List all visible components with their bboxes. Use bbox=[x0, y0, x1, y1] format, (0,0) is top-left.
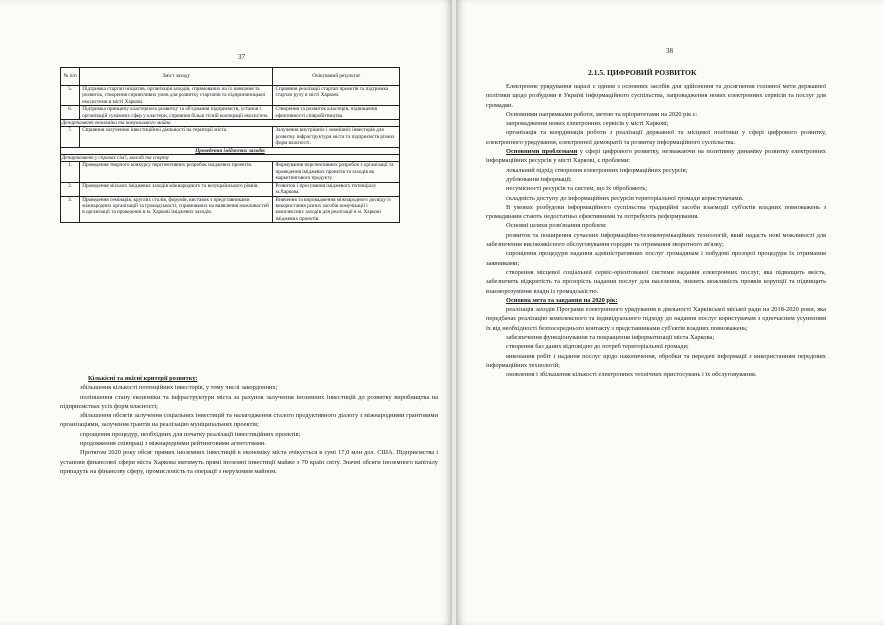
paragraph: організація та координація роботи з реалізації державної та місцевої політики у сфері цифрового розвитку, електронного урядування, електронної демократії та розвитку інформаційного суспільства. bbox=[486, 129, 826, 146]
paragraph: запровадження нових електронних сервісів у місті Харкові; bbox=[506, 120, 669, 128]
paragraph: виконання робіт і надання послуг щодо накопичення, обробки та передачі інформації з використанням передових інформаційних технологій; bbox=[486, 352, 826, 369]
table-section-row bbox=[61, 155, 400, 162]
right-body-text bbox=[486, 82, 826, 380]
row-result: Формування перспективних розробок з організації та проведення іміджевих проектів та заходів як маркетингового продукту. bbox=[273, 162, 400, 182]
row-num: 1. bbox=[61, 162, 80, 182]
table-row bbox=[61, 196, 400, 223]
row-action: Проведення міських іміджевих заходів міжнародного та всеукраїнського рівнів. bbox=[80, 182, 273, 196]
section-department: Департамент економіки та комунального майна bbox=[61, 120, 400, 127]
paragraph: Основними напрямками роботи, метою та пріоритетами на 2020 рік є: bbox=[506, 110, 698, 118]
paragraph: Електронне урядування наразі є одним з основних засобів для здійснення та досягнення головної мети державної політики щодо розбудови в Україні інформаційного суспільства, запровадження нових електронних сервісів та послуг для громадян. bbox=[486, 83, 826, 109]
paragraph bbox=[486, 147, 826, 166]
table-row bbox=[61, 127, 400, 147]
row-result: Сприяння реалізації стартап проектів та підтримка стартап руху в місті Харкові. bbox=[273, 86, 400, 106]
header-num: № п/п bbox=[61, 68, 80, 86]
row-action: Сприяння залученню інвестиційної діяльності на території міста. bbox=[80, 127, 273, 147]
paragraph: складність доступу до інформаційних ресурсів територіальної громади користувачами. bbox=[506, 194, 744, 202]
table-row bbox=[61, 86, 400, 106]
paragraph: створення баз даних відповідно до потреб територіальної громади; bbox=[506, 343, 689, 351]
paragraph: дублювання інформації; bbox=[506, 175, 572, 183]
criteria-heading: Кількісні та якісні критерії розвитку: bbox=[88, 375, 198, 382]
paragraph: продовження співпраці з міжнародними рейтинговими агентствами. bbox=[80, 440, 266, 448]
table-section-row bbox=[61, 120, 400, 127]
row-action: Підтримка стартап ініціатив, організація заходів, спрямованих на їх навчання та розвиток, створення сприятливих умов для розвитку стартапів та підприємницької екосистеми в місті Харкові. bbox=[80, 86, 273, 106]
left-body-text bbox=[60, 374, 438, 476]
table-section-heading-row bbox=[61, 147, 400, 154]
paragraph: локальний підхід створення електронних інформаційних ресурсів; bbox=[506, 166, 688, 174]
page-number-right: 38 bbox=[666, 47, 673, 55]
row-result: Залучення внутрішніх і зовнішніх інвесторів для розвитку інфраструктури міста та підприємств різних форм власності. bbox=[273, 127, 400, 147]
paragraph: забезпечення функціонування та покращення інформатизації міста Харкова; bbox=[506, 334, 715, 342]
table-header-row bbox=[61, 68, 400, 86]
row-num: 5. bbox=[61, 86, 80, 106]
section-heading: Проведення іміджевих заходів bbox=[61, 147, 400, 154]
paragraph: Протягом 2020 року обсяг прямих іноземних інвестицій в економіку міста очікується в сумі 17,0 млн дол. США. Підприємства і установи фінансової сфери міста Харкова матимуть прямі іноземні інвестиції майже з 70 країн світу. Значні обсяги іноземного капіталу припадуть на фінансову сферу, промисловість та операції з нерухомим майном. bbox=[60, 449, 438, 475]
header-result: Очікуваний результат bbox=[273, 68, 400, 86]
section-department: Департамент у справах сім'ї, молоді та спорту bbox=[61, 155, 400, 162]
table-row bbox=[61, 106, 400, 120]
row-result: Розвиток і просування іміджевого потенціалу м.Харкова. bbox=[273, 182, 400, 196]
table-row bbox=[61, 182, 400, 196]
paragraph: збільшення обсягів залучення соціальних інвестицій та налагодження сталого продуктивного діалогу з міжнародними грантовими організаціями, залучення грантів на реалізацію муніципальних проектів; bbox=[60, 412, 438, 429]
row-result: Створення та розвиток кластерів, підвищення ефективності співробітництва. bbox=[273, 106, 400, 120]
paragraph: несумісності ресурсів та систем, що їх обробляють; bbox=[506, 185, 648, 193]
row-num: 6. bbox=[61, 106, 80, 120]
row-action: Проведення семінарів, круглих столів, форумів, виставок з представниками міжнародних організацій та громадськості, спрямованих на виявлення можливостей в організації та проведенні в м. Харкові іміджевих заходів. bbox=[80, 196, 273, 223]
row-result: Вивчення та впровадження міжнародного досвіду із використання різних засобів комунікації і комплексних заходів для реалізації в м. Харкові іміджевих проектів. bbox=[273, 196, 400, 223]
paragraph: оновлення і збільшення кількості електронних технічних пристосувань і їх обслуговування. bbox=[506, 371, 757, 379]
paragraph: розвиток та поширення сучасних інформаційно-телекомунікаційних технологій, який надасть нові можливості для забезпечення високоякісного обслуговування городян та отримання зворотного зв'язку; bbox=[486, 231, 826, 249]
paragraph: поліпшення стану економіки та інфраструктури міста за рахунок залучення іноземних інвестицій до розвитку виробництва на підприємствах усіх форм власності; bbox=[60, 393, 438, 410]
row-action: Підтримка принципу кластерного розвитку та об'єднання підприємств, установ і організацій суміжних сфер у кластери, сприяння більш тісній кооперації екосистем. bbox=[80, 106, 273, 120]
right-page bbox=[456, 0, 884, 625]
paragraph: збільшення кількості потенційних інвесторів, у тому числі закордонних; bbox=[80, 384, 278, 392]
goal-heading: Основна мета та завдання на 2020 рік: bbox=[506, 296, 618, 304]
section-title: 2.1.5. ЦИФРОВИЙ РОЗВИТОК bbox=[588, 68, 697, 77]
paragraph: Основні шляхи розв'язання проблем: bbox=[506, 222, 607, 230]
paragraph: В умовах розбудови інформаційного суспільства традиційні засоби взаємодії суб'єктів владних повноважень з громадянами стають недостатньо ефективними та потребують реформування. bbox=[486, 203, 826, 221]
paragraph: реалізація заходів Програми електронного урядування в діяльності Харківської міської ради на 2018-2020 роки, яка передбачає реалізацію комплексного та індивідуального підходу до надання послуг користувачам з одночасним усуненням їх від необхідності безпосереднього контакту з представниками суб'єктів владних повноважень; bbox=[486, 306, 826, 332]
paragraph: спрощення процедури надання адміністративних послуг громадянам і побудові прозорої процедури їх отримання заявниками; bbox=[486, 250, 826, 267]
page-number-left: 37 bbox=[238, 53, 245, 61]
row-num: 3. bbox=[61, 196, 80, 223]
row-action: Проведення творчого конкурсу перспективних розробок іміджевих проектів. bbox=[80, 162, 273, 182]
measures-table bbox=[60, 67, 400, 223]
header-action: Зміст заходу bbox=[80, 68, 273, 86]
problems-label: Основними проблемами bbox=[506, 148, 578, 156]
row-num: 7. bbox=[61, 127, 80, 147]
paragraph: створення місцевої соціальної сервіс-орієнтованої системи надання електронних послуг, яка підвищить якість, забезпечить відкритість та прозорість надання послуг для населення, знизить можливість проявів корупції та підвищить взаєморозуміння влади із громадськістю. bbox=[486, 268, 826, 295]
row-num: 2. bbox=[61, 182, 80, 196]
table-row bbox=[61, 162, 400, 182]
problems-text: у сфері цифрового розвитку, незважаючи на позитивну динаміку розвитку електронних інформаційних ресурсів у місті Харкові, є проблеми: bbox=[486, 148, 826, 165]
paragraph: спрощення процедур, необхідних для початку реалізації інвестиційних проектів; bbox=[80, 430, 301, 438]
